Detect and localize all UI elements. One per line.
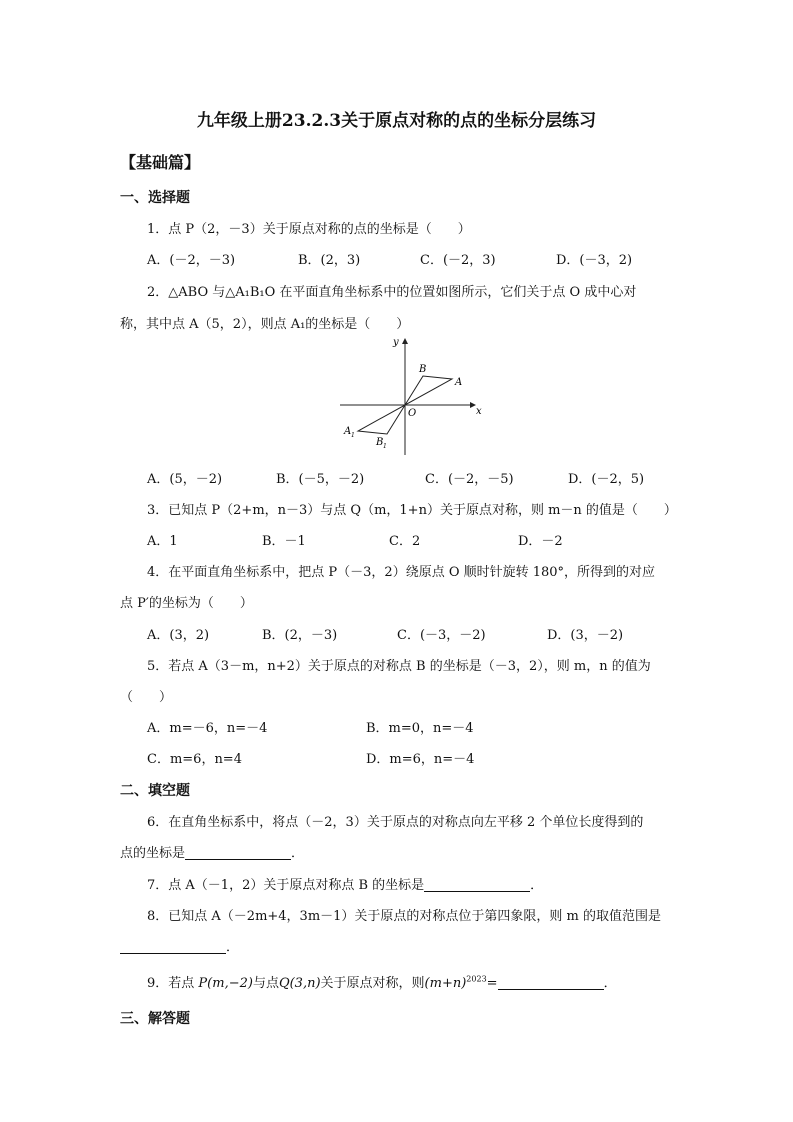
q8-end: ．	[226, 940, 240, 955]
q4-option-c[interactable]: C．(－3，－2)	[397, 628, 486, 643]
q2-option-d[interactable]: D．(－2，5)	[568, 472, 645, 487]
q5-stem-line1: 5．若点 A（3－m，n+2）关于原点的对称点 B 的坐标是（－3，2），则 m，n 的值为	[147, 659, 651, 674]
q2-figure	[335, 333, 490, 458]
q2-option-a[interactable]: A．(5，－2)	[147, 472, 223, 487]
q2-stem-line2: 称，其中点 A（5，2），则点 A₁的坐标是（ ）	[120, 317, 410, 332]
q9-expression: (m+n)	[424, 976, 467, 991]
q2-option-b[interactable]: B．(－5，－2)	[276, 472, 365, 487]
q7-line	[147, 874, 543, 893]
point-b1-label: B	[376, 437, 384, 448]
q6-answer-blank[interactable]	[185, 845, 291, 860]
q1-stem: 1．点 P（2，－3）关于原点对称的点的坐标是（ ）	[147, 222, 471, 237]
q3-option-a[interactable]: A．1	[147, 534, 178, 549]
point-b-label: B	[419, 364, 427, 375]
q4-option-a[interactable]: A．(3，2)	[147, 628, 210, 643]
q9-line	[147, 972, 617, 991]
q4-stem-line1: 4．在平面直角坐标系中，把点 P（－3，2）绕原点 O 顺时针旋转 180°，所得到的对应	[147, 565, 656, 580]
q3-stem: 3．已知点 P（2+m，n－3）与点 Q（m，1+n）关于原点对称，则 m－n 的值是（ ）	[147, 503, 677, 518]
point-a1-sub: 1	[351, 432, 355, 439]
q8-stem-line1: 8．已知点 A（－2m+4，3m－1）关于原点的对称点位于第四象限，则 m 的取值范围是	[147, 909, 662, 924]
page-title: 九年级上册23.2.3关于原点对称的点的坐标分层练习	[196, 111, 597, 131]
q3-option-b[interactable]: B．－1	[262, 534, 306, 549]
q6-text: 点的坐标是	[120, 846, 186, 861]
q3-option-c[interactable]: C．2	[389, 534, 421, 549]
q1-option-d[interactable]: D．(－3，2)	[556, 253, 633, 268]
triangle-abo	[405, 376, 452, 405]
q1-option-c[interactable]: C．(－2，3)	[420, 253, 496, 268]
point-b1-sub: 1	[383, 443, 387, 450]
q7-end: ．	[530, 878, 544, 893]
y-label: y	[393, 337, 399, 348]
origin-label: O	[408, 408, 417, 419]
q9-mid: 与点	[252, 976, 279, 991]
q9-prefix: 9．若点	[147, 976, 195, 991]
q2-option-c[interactable]: C．(－2，－5)	[425, 472, 514, 487]
point-a1-label: A	[344, 426, 352, 437]
q3-option-d[interactable]: D．－2	[518, 534, 563, 549]
q9-point-q: Q(3,n)	[278, 976, 321, 991]
q9-point-p: P(m,−2)	[198, 976, 253, 991]
q9-answer-blank[interactable]	[498, 975, 604, 990]
q9-exponent: 2023	[466, 974, 487, 984]
q1-option-a[interactable]: A．(－2，－3)	[147, 253, 236, 268]
q8-line2	[120, 936, 239, 955]
q7-answer-blank[interactable]	[424, 877, 530, 892]
q5-option-c[interactable]: C．m=6，n=4	[147, 752, 242, 767]
section-basic: 【基础篇】	[120, 153, 201, 172]
q1-option-b[interactable]: B．(2，3)	[298, 253, 361, 268]
q9-end: ．	[603, 976, 617, 991]
q9-equals: =	[486, 976, 498, 991]
q6-end: ．	[291, 846, 305, 861]
q6-stem-line2	[120, 842, 304, 861]
triangle-a1b1o	[358, 405, 405, 434]
part-solve-heading: 三、解答题	[120, 1011, 190, 1027]
q5-option-b[interactable]: B．m=0，n=－4	[366, 721, 474, 736]
q5-option-d[interactable]: D．m=6，n=－4	[366, 752, 475, 767]
q5-option-a[interactable]: A．m=－6，n=－4	[147, 721, 268, 736]
x-label: x	[476, 406, 482, 417]
part-fill-heading: 二、填空题	[120, 783, 190, 799]
part-choice-heading: 一、选择题	[120, 190, 190, 206]
q6-stem-line1: 6．在直角坐标系中，将点（－2，3）关于原点的对称点向左平移 2 个单位长度得到的	[147, 815, 644, 830]
q8-answer-blank[interactable]	[120, 939, 226, 954]
q5-stem-line2: （ ）	[120, 690, 173, 705]
q4-stem-line2: 点 P′的坐标为（ ）	[120, 596, 253, 611]
q9-suffix: 关于原点对称，则	[320, 976, 425, 991]
q2-stem-line1: 2．△ABO 与△A₁B₁O 在平面直角坐标系中的位置如图所示，它们关于点 O 成中心对	[147, 285, 637, 300]
q7-text: 7．点 A（－1，2）关于原点对称点 B 的坐标是	[147, 878, 425, 893]
point-a-label: A	[455, 377, 463, 388]
q4-option-d[interactable]: D．(3，－2)	[547, 628, 624, 643]
q4-option-b[interactable]: B．(2，－3)	[262, 628, 338, 643]
